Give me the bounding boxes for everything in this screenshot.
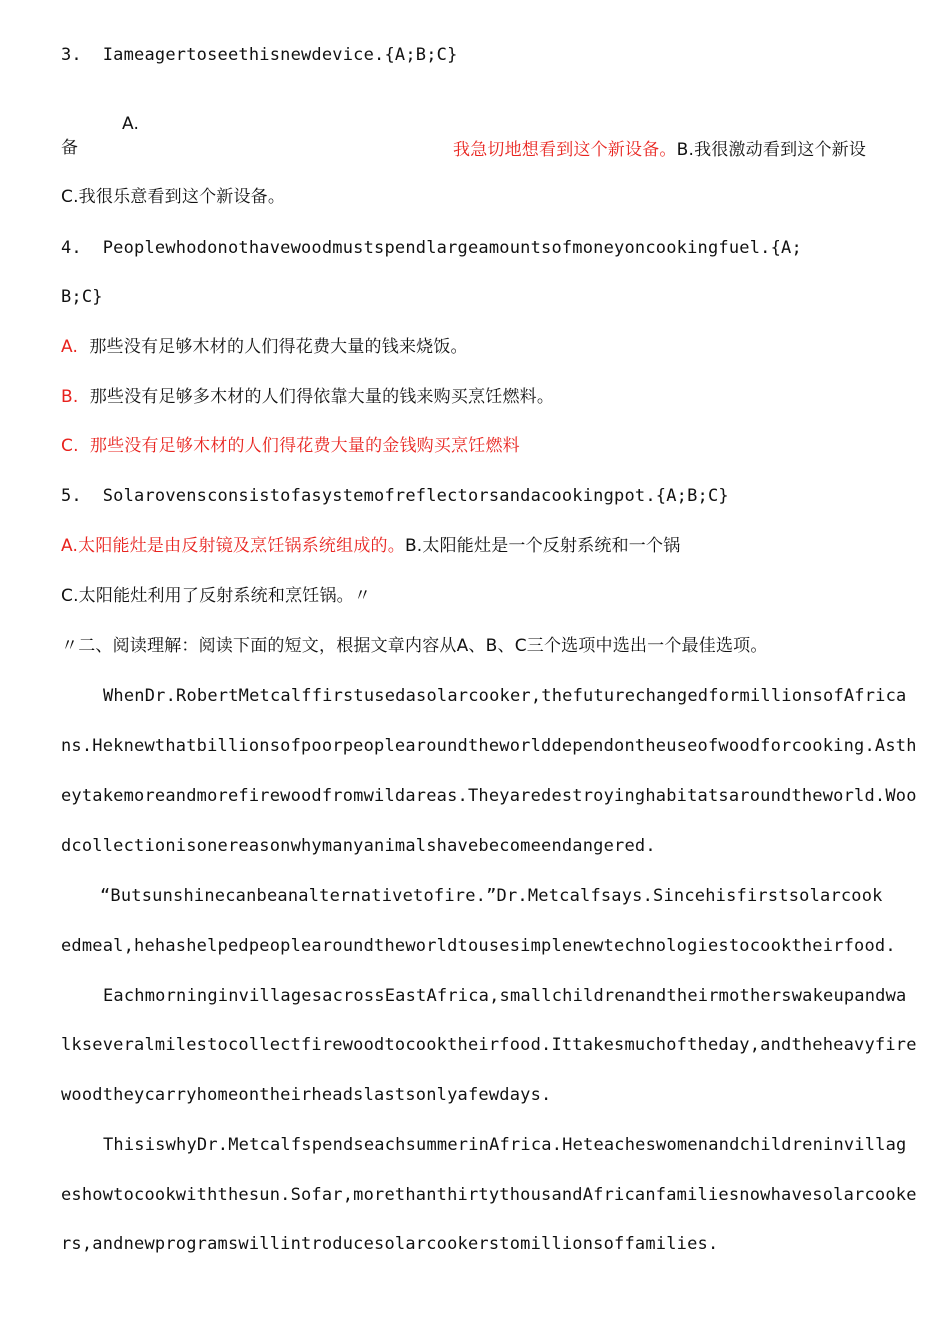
passage-line: “Butsunshinecanbeanalternativetofire.”Dr.Metcalfsays.Sincehisfirstsolarcook bbox=[100, 886, 883, 906]
q4-option-a-label: A. bbox=[61, 337, 79, 357]
q4-option-a-text: 那些没有足够木材的人们得花费大量的钱来烧饭。 bbox=[89, 337, 468, 357]
passage-line: woodtheycarryhomeontheirheadslastsonlyafewdays. bbox=[61, 1085, 552, 1105]
q4-option-b-label: B. bbox=[61, 387, 79, 407]
q4-option-a bbox=[61, 334, 901, 360]
passage-line: eytakemoreandmorefirewoodfromwildareas.Theyaredestroyinghabitatsaroundtheworld.Woo bbox=[61, 786, 917, 806]
passage-line: EachmorninginvillagesacrossEastAfrica,smallchildrenandtheirmotherswakeupandwa bbox=[103, 986, 907, 1006]
q3-options-line bbox=[61, 85, 901, 160]
passage-line: rs,andnewprogramswillintroducesolarcookerstomillionsoffamilies. bbox=[61, 1234, 719, 1254]
q5-stem: 5. Solarovensconsistofasystemofreflectorsandacookingpot.{A;B;C} bbox=[61, 486, 729, 506]
q3-option-b-text: B.我很激动看到这个新设 bbox=[676, 140, 867, 160]
q4-stem-line1: 4. Peoplewhodonothavewoodmustspendlargeamountsofmoneyoncookingfuel.{A; bbox=[61, 238, 802, 258]
q4-option-b-text: 那些没有足够多木材的人们得依靠大量的钱来购买烹饪燃料。 bbox=[89, 387, 555, 407]
q3-stem: 3. Iameagertoseethisnewdevice.{A;B;C} bbox=[61, 45, 458, 65]
passage-line: ThisiswhyDr.MetcalfspendseachsummerinAfrica.Heteacheswomenandchildreninvillag bbox=[103, 1135, 907, 1155]
q5-option-a: A.太阳能灶是由反射镜及烹饪锅系统组成的。 bbox=[61, 536, 405, 556]
q4-option-b bbox=[61, 384, 901, 410]
q5-options-line bbox=[61, 533, 901, 559]
passage-line: ns.Heknewthatbillionsofpoorpeoplearoundtheworlddependontheuseofwoodforcooking.Asth bbox=[61, 736, 917, 756]
q4-option-c: C. 那些没有足够木材的人们得花费大量的金钱购买烹饪燃料 bbox=[61, 436, 520, 456]
q3-option-c: C.我很乐意看到这个新设备。 bbox=[61, 187, 286, 207]
section2-heading: 〃二、阅读理解：阅读下面的短文，根据文章内容从A、B、C三个选项中选出一个最佳选项。 bbox=[61, 636, 768, 656]
q5-option-b: B.太阳能灶是一个反射系统和一个锅 bbox=[404, 536, 681, 556]
q3-option-b-wrap: 备 bbox=[61, 138, 79, 158]
passage-line: edmeal,hehashelpedpeoplearoundtheworldtousesimplenewtechnologiestocooktheirfood. bbox=[61, 936, 896, 956]
passage-line: lkseveralmilestocollectfirewoodtocooktheirfood.Ittakesmuchoftheday,andtheheavyfire bbox=[61, 1035, 917, 1055]
q3-option-a-label: A. bbox=[122, 114, 140, 134]
q5-option-c: C.太阳能灶利用了反射系统和烹饪锅。〃 bbox=[61, 586, 372, 606]
q4-stem-line2: B;C} bbox=[61, 287, 103, 307]
passage-line: dcollectionisonereasonwhymanyanimalshavebecomeendangered. bbox=[61, 836, 656, 856]
passage-line: eshowtocookwiththesun.Sofar,morethanthirtythousandAfricanfamiliesnowhavesolarcooke bbox=[61, 1185, 917, 1205]
q3-option-a-text: 我急切地想看到这个新设备。 bbox=[453, 140, 677, 160]
passage-line: WhenDr.RobertMetcalffirstusedasolarcooker,thefuturechangedformillionsofAfrica bbox=[103, 686, 907, 706]
